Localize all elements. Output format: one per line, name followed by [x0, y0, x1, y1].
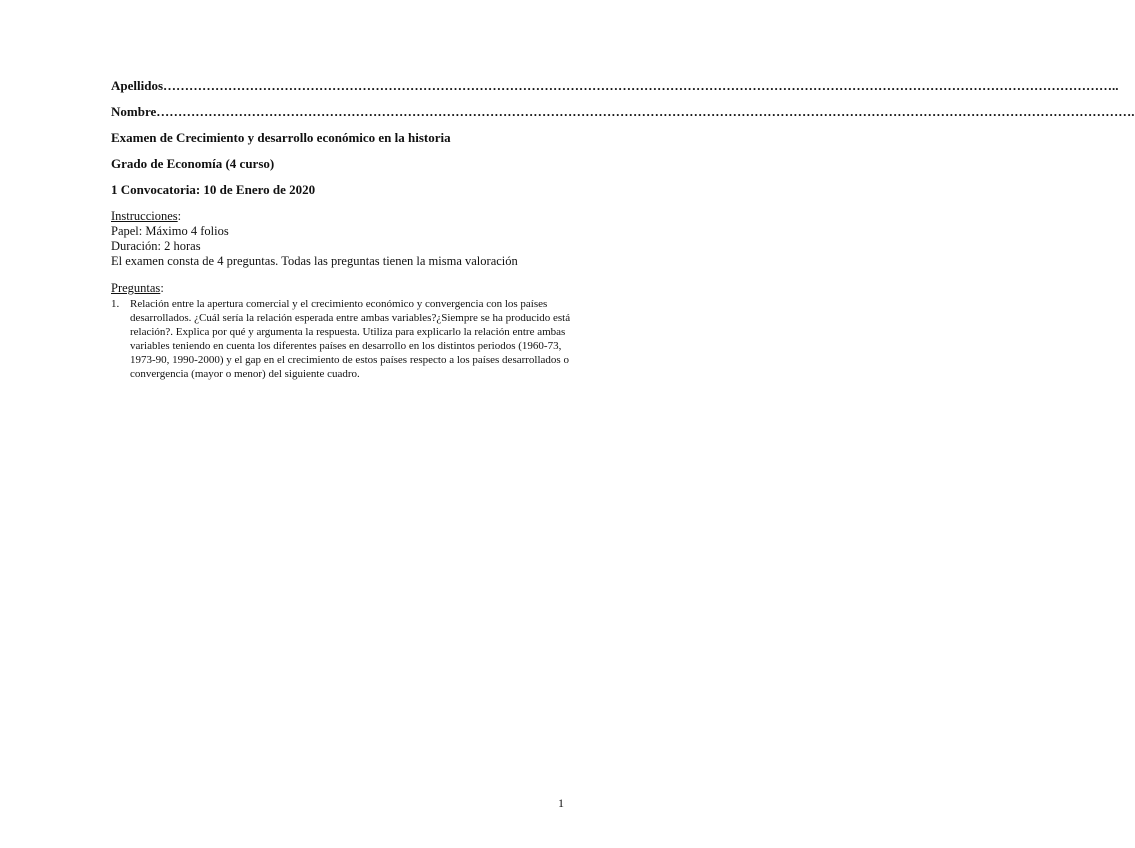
duracion-line: Duración: 2 horas: [111, 239, 201, 253]
apellidos-field: Apellidos…………………………………………………………………………………………………………………………………………………………………………………………………..: [111, 78, 1119, 93]
question-item: [111, 297, 578, 381]
page-number: 1: [558, 796, 564, 810]
papel-line: Papel: Máximo 4 folios: [111, 224, 229, 238]
nota-line: El examen consta de 4 preguntas. Todas las preguntas tienen la misma valoración: [111, 254, 518, 268]
grado-line: Grado de Economía (4 curso): [111, 156, 275, 171]
nombre-field: Nombre……………………………………………………………………………………………………………………………………………………………………………………………………….: [111, 104, 1135, 119]
instrucciones-section: [111, 209, 571, 269]
instrucciones-colon: :: [177, 209, 182, 223]
question-number: 1.: [111, 298, 120, 310]
convocatoria-line: 1 Convocatoria: 10 de Enero de 2020: [111, 182, 316, 197]
preguntas-section: [111, 281, 571, 381]
question-list: [111, 297, 571, 381]
exam-title: Examen de Crecimiento y desarrollo económico en la historia: [111, 130, 451, 145]
instrucciones-heading-line: [111, 209, 571, 224]
preguntas-heading: Preguntas: [111, 281, 161, 295]
page-content: [111, 78, 1135, 381]
question-text: Relación entre la apertura comercial y el crecimiento económico y convergencia con los países desarrollados. ¿Cuál sería la relación esperada entre ambas variables?¿Siempre se ha producido está relación?. Explica por qué y argumenta la respuesta. Utiliza para explicarlo la relación entre ambas variables teniendo en cuenta los diferentes países en desarrollo en los distintos periodos (1960-73, 1973-90, 1990-2000) y el gap en el crecimiento de estos países respecto a los países desarrollados o convergencia (mayor o menor) del siguiente cuadro.: [130, 298, 571, 380]
preguntas-heading-line: [111, 281, 571, 296]
instrucciones-heading: Instrucciones: [111, 209, 178, 223]
preguntas-colon: :: [160, 281, 164, 295]
